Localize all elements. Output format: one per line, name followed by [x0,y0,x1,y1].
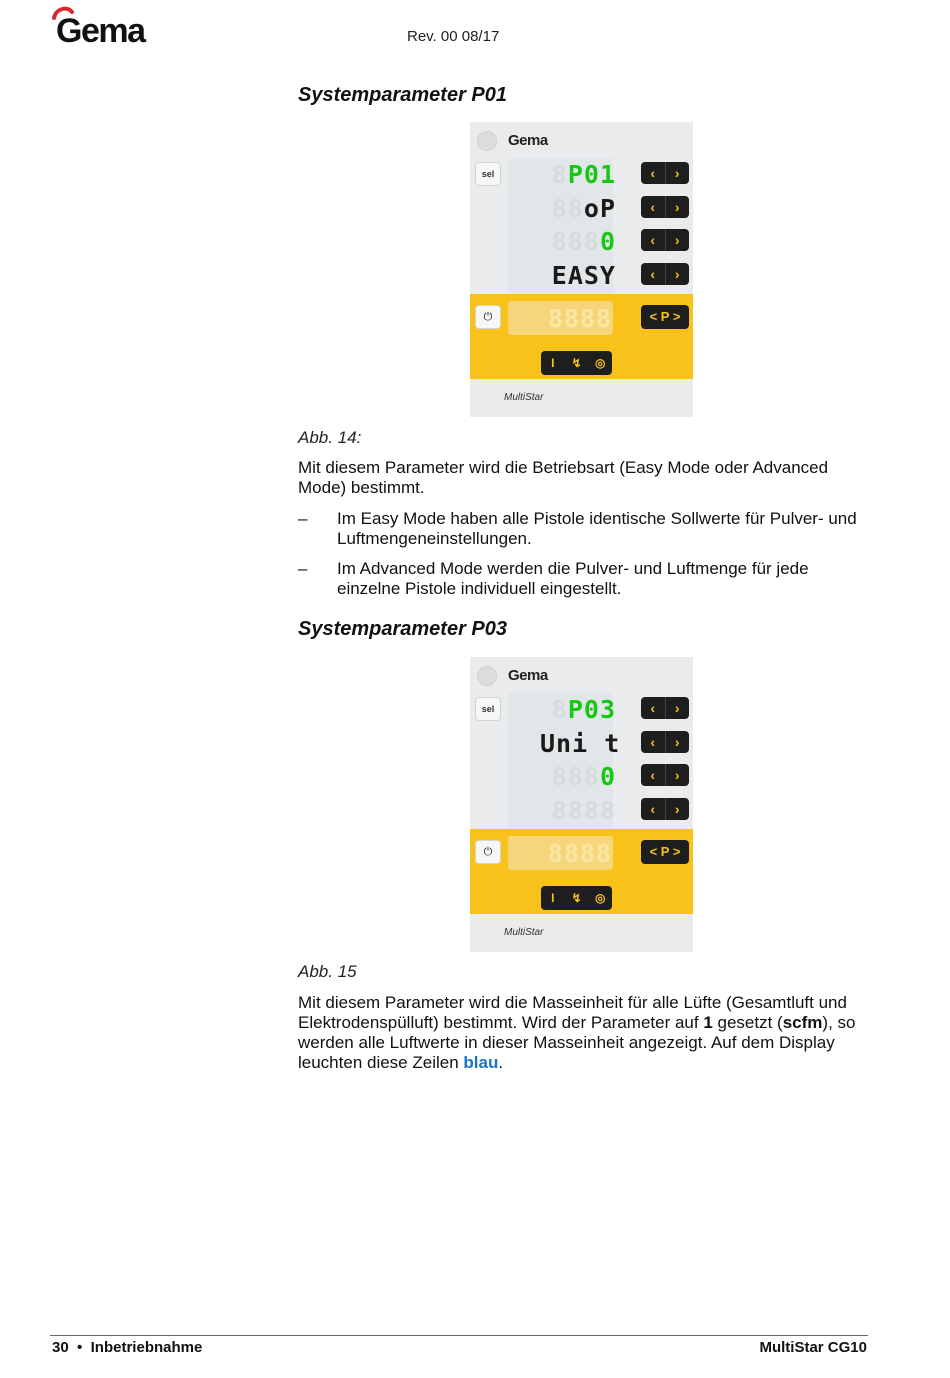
program-button[interactable]: < P > [641,305,689,329]
bullet-text: Im Easy Mode haben alle Pistole identische Sollwerte für Pulver- und Luftmengeneinstellungen. [337,509,857,548]
gema-logo [50,4,170,48]
bullet-dash: – [298,559,308,578]
paragraph: Mit diesem Parameter wird die Betriebsart (Easy Mode oder Advanced Mode) bestimmt. [298,458,829,497]
chevron-left-icon[interactable]: ‹ [650,165,656,181]
display-row-2: Uni t [540,729,621,758]
chevron-right-icon[interactable]: › [665,263,690,285]
mode-buttons[interactable] [541,351,612,375]
chapter-title: Inbetriebnahme [90,1339,203,1356]
lower-display-digits: 8888 [547,839,612,868]
chevron-right-icon[interactable]: › [665,697,690,719]
control-panel-p03 [470,657,693,952]
blue-highlight: blau [463,1053,499,1072]
section-heading-p01: Systemparameter P01 [298,84,508,106]
mode-button-2[interactable]: ↯ [571,891,582,905]
section-heading-p03: Systemparameter P03 [298,618,508,640]
footer-bullet: • [77,1339,83,1356]
display-row-3: 8880 [551,762,616,791]
paragraph: Mit diesem Parameter wird die Masseinheit für alle Lüfte (Gesamtluft und Elektrodenspülluft) bestimmt. Wird der Parameter auf 1 gesetzt (scfm), so werden alle Luftwerte in dieser Masseinheit angezeigt. Auf dem Display leuchten diese Zeilen blau. [298,993,856,1072]
bullet-dash: – [298,509,308,528]
revision-label: Rev. 00 08/17 [407,28,500,45]
indicator-led [477,666,497,686]
chevron-left-icon[interactable]: ‹ [650,266,656,282]
lower-display-digits: 8888 [547,304,612,333]
nav-buttons-row-4[interactable] [641,798,689,820]
chevron-left-icon[interactable]: ‹ [650,801,656,817]
mode-button-1[interactable]: I [551,356,555,370]
model-label: MultiStar [504,927,544,938]
model-label: MultiStar [504,392,544,403]
nav-buttons-row-2[interactable] [641,196,689,218]
gema-logo-graphic [50,4,170,48]
indicator-led [477,131,497,151]
mode-buttons[interactable] [541,886,612,910]
nav-buttons-row-3[interactable] [641,764,689,786]
sel-button[interactable]: sel [475,697,501,721]
nav-buttons-row-3[interactable] [641,229,689,251]
panel-brand: Gema [508,667,548,684]
display-row-3: 8880 [551,227,616,256]
mode-button-3[interactable]: ◎ [594,891,606,905]
control-panel-p01 [470,122,693,417]
mode-button-2[interactable]: ↯ [571,356,582,370]
chevron-left-icon[interactable]: ‹ [650,767,656,783]
power-icon[interactable]: ⏻ [475,840,501,864]
mode-button-1[interactable]: I [551,891,555,905]
sel-button[interactable]: sel [475,162,501,186]
bullet-text: Im Advanced Mode werden die Pulver- und Luftmenge für jede einzelne Pistole individuell eingestellt. [337,559,809,598]
figure-caption: Abb. 14: [298,428,362,447]
program-button[interactable]: < P > [641,840,689,864]
display-row-1: 8P03 [551,695,616,724]
display-row-2: 88oP [551,194,616,223]
svg-text:Gema: Gema [56,12,145,48]
chevron-left-icon[interactable]: ‹ [650,700,656,716]
power-icon[interactable]: ⏻ [475,305,501,329]
footer-product: MultiStar CG10 [759,1339,867,1356]
display-row-1: 8P01 [551,160,616,189]
nav-buttons-row-2[interactable] [641,731,689,753]
nav-buttons-row-1[interactable] [641,162,689,184]
display-row-4: EASY [551,261,616,290]
nav-buttons-row-4[interactable] [641,263,689,285]
chevron-right-icon[interactable]: › [665,764,690,786]
chevron-right-icon[interactable]: › [665,196,690,218]
display-row-4: 8888 [551,796,616,825]
nav-buttons-row-1[interactable] [641,697,689,719]
chevron-left-icon[interactable]: ‹ [650,199,656,215]
chevron-right-icon[interactable]: › [665,162,690,184]
footer-chapter [52,1339,202,1356]
panel-brand: Gema [508,132,548,149]
chevron-left-icon[interactable]: ‹ [650,232,656,248]
chevron-right-icon[interactable]: › [665,731,690,753]
chevron-right-icon[interactable]: › [665,798,690,820]
mode-button-3[interactable]: ◎ [594,356,606,370]
figure-caption: Abb. 15 [298,962,357,981]
chevron-right-icon[interactable]: › [665,229,690,251]
page-number: 30 [52,1339,69,1356]
chevron-left-icon[interactable]: ‹ [650,734,656,750]
footer-divider [50,1335,868,1336]
